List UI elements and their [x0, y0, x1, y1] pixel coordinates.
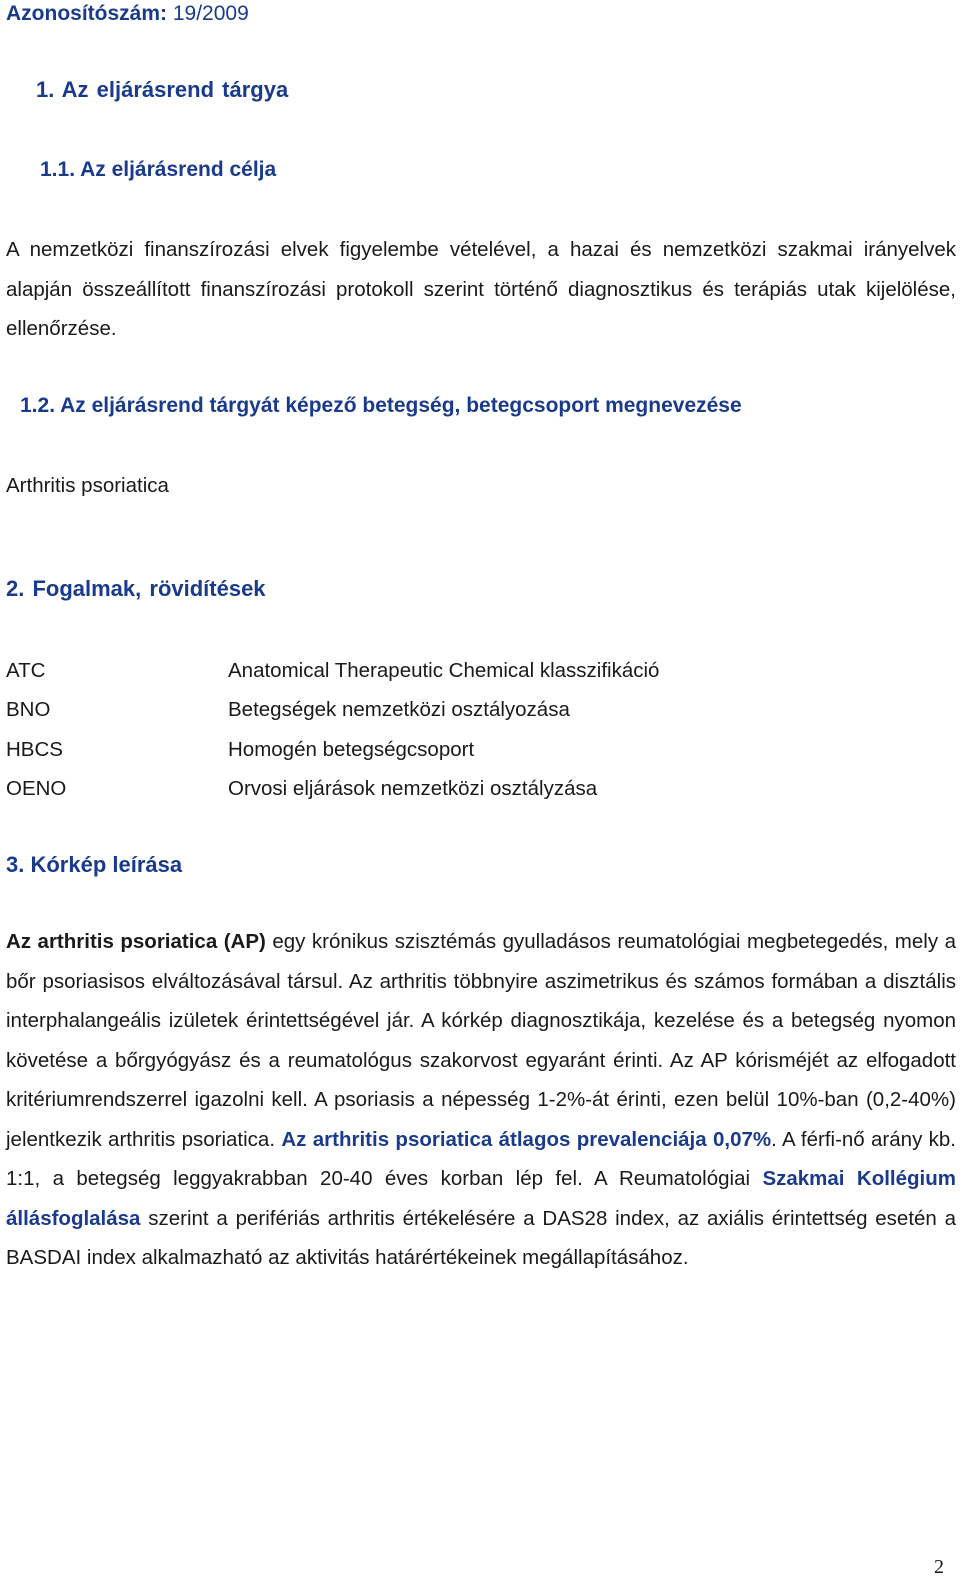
abbreviation-list	[6, 651, 956, 809]
section-3-prevalence: Az arthritis psoriatica átlagos prevalenciája 0,07%	[281, 1127, 772, 1151]
abbreviation-row	[6, 770, 956, 810]
document-id	[6, 2, 249, 26]
page-number: 2	[934, 1556, 944, 1578]
abbreviation-code: HBCS	[6, 737, 63, 761]
section-3-heading: 3. Kórkép leírása	[6, 852, 183, 877]
abbreviation-row	[6, 730, 956, 770]
abbreviation-description: Betegségek nemzetközi osztályozása	[228, 698, 570, 722]
section-1-1-text: A nemzetközi finanszírozási elvek figyelembe vételével, a hazai és nemzetközi szakmai irányelvek alapján összeállított finanszírozási protokoll szerint történő diagnosztikus és terápiás utak kijelölése, ellenőrzése.	[6, 238, 956, 340]
section-3-college-statement: Szakmai Kollégium állásfoglalása	[6, 1167, 956, 1230]
abbreviation-row	[6, 651, 956, 691]
section-3-text-part: . A férfi-nő arány kb. 1:1, a betegség leggyakrabban 20-40 éves korban lép fel. A Reumatológiai	[6, 1127, 957, 1190]
section-3-text	[6, 922, 956, 1278]
section-1-1-heading: 1.1. Az eljárásrend célja	[40, 158, 277, 181]
section-2-heading: 2. Fogalmak, rövidítések	[6, 576, 266, 601]
document-id-label: Azonosítószám:	[6, 2, 168, 25]
section-1-2-heading: 1.2. Az eljárásrend tárgyát képező betegség, betegcsoport megnevezése	[20, 394, 742, 417]
abbreviation-description: Homogén betegségcsoport	[228, 737, 475, 761]
abbreviation-code: ATC	[6, 658, 46, 682]
section-3-text-part: szerint a perifériás arthritis értékelésére a DAS28 index, az axiális érintettség esetén a BASDAI index alkalmazható az aktivitás határértékeinek megállapításához.	[6, 1206, 956, 1269]
abbreviation-row	[6, 691, 956, 731]
section-1-heading: 1. Az eljárásrend tárgya	[36, 77, 289, 102]
document-id-value: 19/2009	[167, 2, 249, 25]
abbreviation-description: Orvosi eljárások nemzetközi osztályzása	[228, 777, 598, 801]
document-page	[6, 0, 956, 1592]
abbreviation-code: OENO	[6, 777, 67, 801]
abbreviation-description: Anatomical Therapeutic Chemical klasszifikáció	[228, 658, 660, 682]
abbreviation-code: BNO	[6, 698, 51, 722]
section-3-bold-intro: Az arthritis psoriatica (AP)	[6, 930, 266, 953]
section-3-text-part: egy krónikus szisztémás gyulladásos reumatológiai megbetegedés, mely a bőr psoriasisos elváltozásával társul. Az arthritis többnyire aszimetrikus és számos formában a disztális interphalangeális izületek érintettségével jár. A kórkép diagnosztikája, kezelése és a betegség nyomon követése a bőrgyógyász és a reumatológus szakorvost egyaránt érinti. Az AP kórisméjét az elfogadott kritériumrendszerrel igazolni kell. A psoriasis a népesség 1-2%-át érinti, ezen belül 10%-ban (0,2-40%) jelentkezik arthritis psoriatica.	[6, 930, 956, 1151]
disease-name: Arthritis psoriatica	[6, 474, 169, 497]
